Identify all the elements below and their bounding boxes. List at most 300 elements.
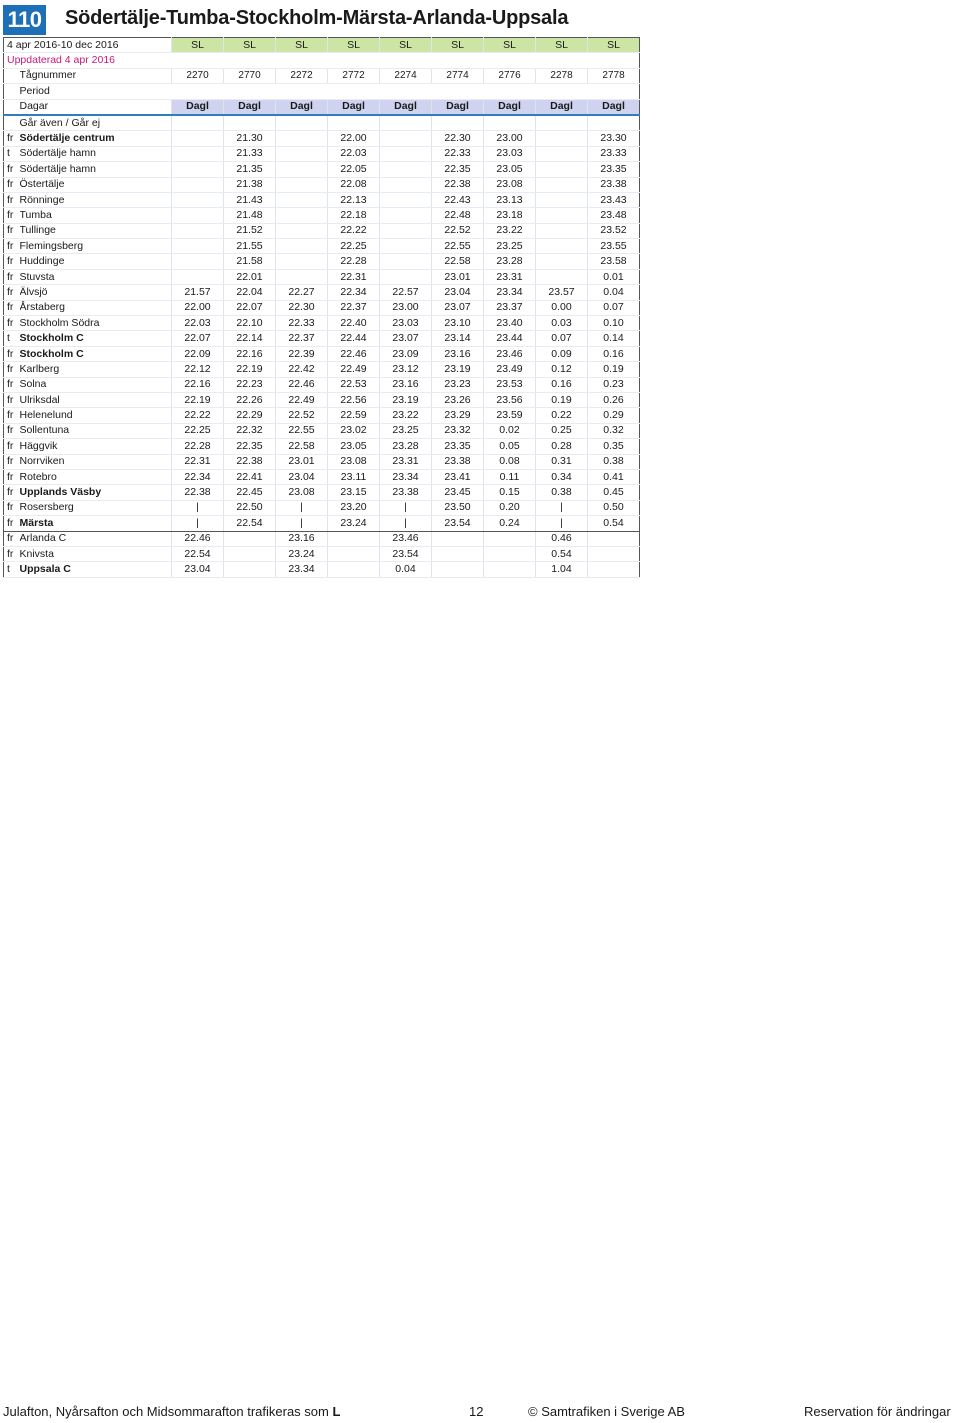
- departure-time: 22.04: [224, 285, 276, 300]
- train-number: 2770: [224, 68, 276, 83]
- train-number: 2274: [380, 68, 432, 83]
- departure-time: 23.55: [588, 239, 640, 254]
- departure-time: 0.10: [588, 316, 640, 331]
- departure-time: [536, 146, 588, 161]
- departure-time: 0.04: [588, 285, 640, 300]
- departure-time: 22.22: [328, 223, 380, 238]
- operator-cell: SL: [432, 38, 484, 53]
- stop-name: Norrviken: [20, 454, 172, 469]
- departure-time: 0.03: [536, 316, 588, 331]
- departure-time: [588, 546, 640, 561]
- departure-time: 22.38: [172, 485, 224, 500]
- stop-indicator: fr: [4, 131, 20, 146]
- stop-indicator: fr: [4, 546, 20, 561]
- stop-indicator: t: [4, 146, 20, 161]
- departure-time: 23.57: [536, 285, 588, 300]
- departure-time: |: [276, 516, 328, 531]
- departure-time: 23.04: [172, 562, 224, 577]
- departure-time: 22.14: [224, 331, 276, 346]
- departure-time: 23.24: [276, 546, 328, 561]
- stop-name: Stockholm Södra: [20, 316, 172, 331]
- departure-time: 22.03: [328, 146, 380, 161]
- operator-cell: SL: [172, 38, 224, 53]
- departure-time: [224, 531, 276, 546]
- departure-time: 23.01: [276, 454, 328, 469]
- empty-cell: [276, 115, 328, 131]
- stop-name: Uppsala C: [20, 562, 172, 577]
- operator-cell: SL: [484, 38, 536, 53]
- departure-time: [588, 562, 640, 577]
- stop-indicator: fr: [4, 177, 20, 192]
- departure-time: 23.58: [588, 254, 640, 269]
- departure-time: 22.33: [432, 146, 484, 161]
- departure-time: 0.16: [536, 377, 588, 392]
- departure-time: 0.38: [588, 454, 640, 469]
- departure-time: [536, 162, 588, 177]
- departure-time: 23.15: [328, 485, 380, 500]
- stop-row: [4, 408, 640, 423]
- departure-time: [536, 177, 588, 192]
- departure-time: 0.08: [484, 454, 536, 469]
- also-row: [4, 115, 640, 131]
- departure-time: [588, 531, 640, 546]
- indicator-cell: [4, 99, 20, 115]
- departure-time: [536, 192, 588, 207]
- departure-time: 23.08: [276, 485, 328, 500]
- route-number-badge: 110: [3, 5, 46, 35]
- departure-time: [276, 162, 328, 177]
- stop-row: [4, 208, 640, 223]
- departure-time: 23.35: [432, 439, 484, 454]
- departure-time: 23.31: [380, 454, 432, 469]
- train-number: 2278: [536, 68, 588, 83]
- stop-row: [4, 346, 640, 361]
- stop-row: [4, 454, 640, 469]
- departure-time: [536, 254, 588, 269]
- departure-time: 0.20: [484, 500, 536, 515]
- departure-time: [328, 546, 380, 561]
- departure-time: 22.43: [432, 192, 484, 207]
- empty-cell: [224, 115, 276, 131]
- stop-row: [4, 146, 640, 161]
- departure-time: 0.23: [588, 377, 640, 392]
- departure-time: [432, 562, 484, 577]
- departure-time: 0.46: [536, 531, 588, 546]
- footer-note: [3, 1404, 340, 1419]
- departure-time: 23.22: [484, 223, 536, 238]
- departure-time: 23.46: [380, 531, 432, 546]
- stop-row: [4, 362, 640, 377]
- stop-name: Östertälje: [20, 177, 172, 192]
- departure-time: 23.03: [484, 146, 536, 161]
- train-number: 2772: [328, 68, 380, 83]
- operator-cell: SL: [588, 38, 640, 53]
- departure-time: [380, 254, 432, 269]
- departure-time: 23.34: [276, 562, 328, 577]
- days-cell: Dagl: [276, 99, 328, 115]
- stop-name: Solna: [20, 377, 172, 392]
- stop-row: [4, 192, 640, 207]
- page-number: 12: [469, 1404, 484, 1419]
- departure-time: 22.33: [276, 316, 328, 331]
- validity-period: 4 apr 2016-10 dec 2016: [4, 38, 172, 53]
- departure-time: 22.58: [276, 439, 328, 454]
- departure-time: 22.46: [276, 377, 328, 392]
- departure-time: [276, 146, 328, 161]
- stop-name: Häggvik: [20, 439, 172, 454]
- departure-time: 22.30: [276, 300, 328, 315]
- departure-time: 22.00: [172, 300, 224, 315]
- departure-time: [276, 223, 328, 238]
- stop-indicator: fr: [4, 239, 20, 254]
- days-cell: Dagl: [224, 99, 276, 115]
- departure-time: [276, 192, 328, 207]
- departure-time: [328, 562, 380, 577]
- stop-name: Tumba: [20, 208, 172, 223]
- departure-time: 23.14: [432, 331, 484, 346]
- stop-row: [4, 516, 640, 531]
- updated-row: [4, 53, 640, 68]
- operator-cell: SL: [276, 38, 328, 53]
- departure-time: [328, 531, 380, 546]
- departure-time: 22.28: [328, 254, 380, 269]
- departure-time: 21.33: [224, 146, 276, 161]
- departure-time: 0.19: [588, 362, 640, 377]
- footer-note-text: Julafton, Nyårsafton och Midsommarafton trafikeras som: [3, 1404, 333, 1419]
- departure-time: 23.34: [484, 285, 536, 300]
- updated-date: Uppdaterad 4 apr 2016: [4, 53, 172, 68]
- departure-time: [276, 269, 328, 284]
- departure-time: [172, 162, 224, 177]
- stop-indicator: fr: [4, 423, 20, 438]
- stop-indicator: fr: [4, 500, 20, 515]
- departure-time: 22.49: [328, 362, 380, 377]
- departure-time: 21.38: [224, 177, 276, 192]
- departure-time: [276, 239, 328, 254]
- departure-time: 23.45: [432, 485, 484, 500]
- departure-time: |: [172, 500, 224, 515]
- departure-time: 22.12: [172, 362, 224, 377]
- stop-row: [4, 223, 640, 238]
- departure-time: 23.59: [484, 408, 536, 423]
- stop-indicator: fr: [4, 439, 20, 454]
- departure-time: 21.55: [224, 239, 276, 254]
- stop-row: [4, 254, 640, 269]
- train-number-label: Tågnummer: [20, 68, 172, 83]
- empty-cell: [172, 84, 640, 99]
- stop-indicator: fr: [4, 285, 20, 300]
- departure-time: 23.08: [484, 177, 536, 192]
- stop-indicator: fr: [4, 531, 20, 546]
- departure-time: 0.24: [484, 516, 536, 531]
- departure-time: 22.16: [172, 377, 224, 392]
- stop-name: Tullinge: [20, 223, 172, 238]
- departure-time: 23.10: [432, 316, 484, 331]
- departure-time: 21.57: [172, 285, 224, 300]
- departure-time: 23.48: [588, 208, 640, 223]
- stop-row: [4, 239, 640, 254]
- stop-name: Ulriksdal: [20, 392, 172, 407]
- stop-row: [4, 162, 640, 177]
- departure-time: 23.19: [432, 362, 484, 377]
- departure-time: 23.53: [484, 377, 536, 392]
- days-cell: Dagl: [328, 99, 380, 115]
- departure-time: 22.07: [224, 300, 276, 315]
- footer-note-code: L: [332, 1404, 341, 1419]
- stop-indicator: fr: [4, 392, 20, 407]
- stop-name: Stuvsta: [20, 269, 172, 284]
- empty-cell: [328, 115, 380, 131]
- stop-row: [4, 377, 640, 392]
- departure-time: 23.35: [588, 162, 640, 177]
- stop-name: Stockholm C: [20, 346, 172, 361]
- departure-time: 23.40: [484, 316, 536, 331]
- stop-row: [4, 316, 640, 331]
- empty-cell: [536, 115, 588, 131]
- stop-indicator: fr: [4, 346, 20, 361]
- stop-row: [4, 285, 640, 300]
- departure-time: [276, 177, 328, 192]
- stop-name: Sollentuna: [20, 423, 172, 438]
- timetable-body: [4, 38, 640, 578]
- departure-time: 22.05: [328, 162, 380, 177]
- departure-time: 23.16: [380, 377, 432, 392]
- departure-time: [536, 208, 588, 223]
- departure-time: 22.22: [172, 408, 224, 423]
- departure-time: [380, 239, 432, 254]
- departure-time: 22.57: [380, 285, 432, 300]
- stop-row: [4, 131, 640, 146]
- stop-row: [4, 469, 640, 484]
- departure-time: 23.46: [484, 346, 536, 361]
- departure-time: 0.07: [588, 300, 640, 315]
- departure-time: 23.16: [432, 346, 484, 361]
- departure-time: 0.54: [588, 516, 640, 531]
- departure-time: |: [536, 516, 588, 531]
- departure-time: 22.23: [224, 377, 276, 392]
- departure-time: 22.53: [328, 377, 380, 392]
- departure-time: 23.03: [380, 316, 432, 331]
- departure-time: 22.42: [276, 362, 328, 377]
- departure-time: [536, 269, 588, 284]
- departure-time: [224, 546, 276, 561]
- departure-time: 22.16: [224, 346, 276, 361]
- empty-cell: [172, 53, 640, 68]
- operator-cell: SL: [536, 38, 588, 53]
- departure-time: 22.54: [224, 516, 276, 531]
- copyright: © Samtrafiken i Sverige AB: [528, 1404, 685, 1419]
- departure-time: 21.30: [224, 131, 276, 146]
- departure-time: 22.13: [328, 192, 380, 207]
- departure-time: 23.05: [328, 439, 380, 454]
- stop-row: [4, 423, 640, 438]
- timetable: [3, 37, 640, 578]
- departure-time: 1.04: [536, 562, 588, 577]
- stop-indicator: fr: [4, 192, 20, 207]
- stop-name: Arlanda C: [20, 531, 172, 546]
- departure-time: 23.09: [380, 346, 432, 361]
- departure-time: |: [380, 516, 432, 531]
- departure-time: 22.37: [328, 300, 380, 315]
- train-number: 2774: [432, 68, 484, 83]
- departure-time: 23.56: [484, 392, 536, 407]
- departure-time: [380, 162, 432, 177]
- departure-time: 21.52: [224, 223, 276, 238]
- departure-time: 23.38: [380, 485, 432, 500]
- departure-time: [172, 208, 224, 223]
- departure-time: [172, 146, 224, 161]
- departure-time: [276, 131, 328, 146]
- departure-time: [224, 562, 276, 577]
- departure-time: 22.28: [172, 439, 224, 454]
- departure-time: 23.44: [484, 331, 536, 346]
- departure-time: 0.31: [536, 454, 588, 469]
- departure-time: [536, 223, 588, 238]
- departure-time: 22.32: [224, 423, 276, 438]
- also-label: Går även / Går ej: [20, 115, 172, 131]
- departure-time: 22.19: [224, 362, 276, 377]
- stop-indicator: fr: [4, 469, 20, 484]
- departure-time: [172, 131, 224, 146]
- stop-row: [4, 562, 640, 577]
- departure-time: 22.18: [328, 208, 380, 223]
- indicator-cell: [4, 84, 20, 99]
- departure-time: 22.40: [328, 316, 380, 331]
- departure-time: 23.41: [432, 469, 484, 484]
- indicator-cell: [4, 115, 20, 131]
- stop-row: [4, 485, 640, 500]
- departure-time: 22.01: [224, 269, 276, 284]
- departure-time: [380, 192, 432, 207]
- departure-time: 23.33: [588, 146, 640, 161]
- departure-time: 23.23: [432, 377, 484, 392]
- departure-time: 23.54: [380, 546, 432, 561]
- departure-time: 23.07: [432, 300, 484, 315]
- departure-time: [380, 223, 432, 238]
- departure-time: 0.35: [588, 439, 640, 454]
- days-cell: Dagl: [536, 99, 588, 115]
- train-number: 2778: [588, 68, 640, 83]
- departure-time: 22.35: [224, 439, 276, 454]
- departure-time: 23.16: [276, 531, 328, 546]
- stop-name: Södertälje hamn: [20, 162, 172, 177]
- stop-indicator: fr: [4, 269, 20, 284]
- departure-time: [536, 131, 588, 146]
- departure-time: 22.09: [172, 346, 224, 361]
- departure-time: 22.46: [328, 346, 380, 361]
- indicator-cell: [4, 68, 20, 83]
- departure-time: 22.55: [432, 239, 484, 254]
- departure-time: 23.38: [432, 454, 484, 469]
- departure-time: [380, 269, 432, 284]
- departure-time: 0.16: [588, 346, 640, 361]
- stop-name: Stockholm C: [20, 331, 172, 346]
- departure-time: 22.08: [328, 177, 380, 192]
- departure-time: 0.14: [588, 331, 640, 346]
- departure-time: 0.50: [588, 500, 640, 515]
- days-label: Dagar: [20, 99, 172, 115]
- departure-time: 23.52: [588, 223, 640, 238]
- departure-time: 23.18: [484, 208, 536, 223]
- stop-row: [4, 392, 640, 407]
- departure-time: 0.29: [588, 408, 640, 423]
- departure-time: 0.05: [484, 439, 536, 454]
- stop-row: [4, 531, 640, 546]
- departure-time: 22.49: [276, 392, 328, 407]
- train-number-row: [4, 68, 640, 83]
- departure-time: 22.30: [432, 131, 484, 146]
- departure-time: 21.43: [224, 192, 276, 207]
- departure-time: 0.25: [536, 423, 588, 438]
- departure-time: 22.56: [328, 392, 380, 407]
- departure-time: 22.19: [172, 392, 224, 407]
- departure-time: 23.07: [380, 331, 432, 346]
- departure-time: 22.37: [276, 331, 328, 346]
- stop-row: [4, 500, 640, 515]
- departure-time: [172, 223, 224, 238]
- stop-indicator: fr: [4, 316, 20, 331]
- departure-time: [484, 546, 536, 561]
- stop-row: [4, 546, 640, 561]
- departure-time: |: [380, 500, 432, 515]
- departure-time: [536, 239, 588, 254]
- operator-row: [4, 38, 640, 53]
- route-header: [3, 5, 643, 37]
- departure-time: 0.26: [588, 392, 640, 407]
- stop-row: [4, 177, 640, 192]
- departure-time: 23.28: [484, 254, 536, 269]
- stop-row: [4, 300, 640, 315]
- departure-time: 22.38: [432, 177, 484, 192]
- departure-time: 22.10: [224, 316, 276, 331]
- departure-time: 23.43: [588, 192, 640, 207]
- departure-time: 22.07: [172, 331, 224, 346]
- departure-time: 22.54: [172, 546, 224, 561]
- operator-cell: SL: [380, 38, 432, 53]
- days-row: [4, 99, 640, 115]
- stop-indicator: fr: [4, 223, 20, 238]
- departure-time: [432, 546, 484, 561]
- departure-time: 23.30: [588, 131, 640, 146]
- departure-time: |: [276, 500, 328, 515]
- empty-cell: [432, 115, 484, 131]
- days-cell: Dagl: [172, 99, 224, 115]
- departure-time: 22.34: [328, 285, 380, 300]
- departure-time: 0.07: [536, 331, 588, 346]
- departure-time: 0.32: [588, 423, 640, 438]
- stop-indicator: fr: [4, 377, 20, 392]
- departure-time: 22.00: [328, 131, 380, 146]
- stop-indicator: fr: [4, 485, 20, 500]
- stop-name: Södertälje centrum: [20, 131, 172, 146]
- stop-name: Rotebro: [20, 469, 172, 484]
- departure-time: 0.22: [536, 408, 588, 423]
- reservation-note: Reservation för ändringar: [804, 1404, 951, 1419]
- departure-time: [380, 177, 432, 192]
- departure-time: 23.04: [432, 285, 484, 300]
- departure-time: 21.35: [224, 162, 276, 177]
- departure-time: 22.25: [172, 423, 224, 438]
- departure-time: 0.28: [536, 439, 588, 454]
- departure-time: 22.52: [432, 223, 484, 238]
- departure-time: 0.04: [380, 562, 432, 577]
- departure-time: 22.39: [276, 346, 328, 361]
- departure-time: 23.22: [380, 408, 432, 423]
- stop-indicator: t: [4, 331, 20, 346]
- departure-time: [380, 131, 432, 146]
- departure-time: 22.46: [172, 531, 224, 546]
- departure-time: 22.25: [328, 239, 380, 254]
